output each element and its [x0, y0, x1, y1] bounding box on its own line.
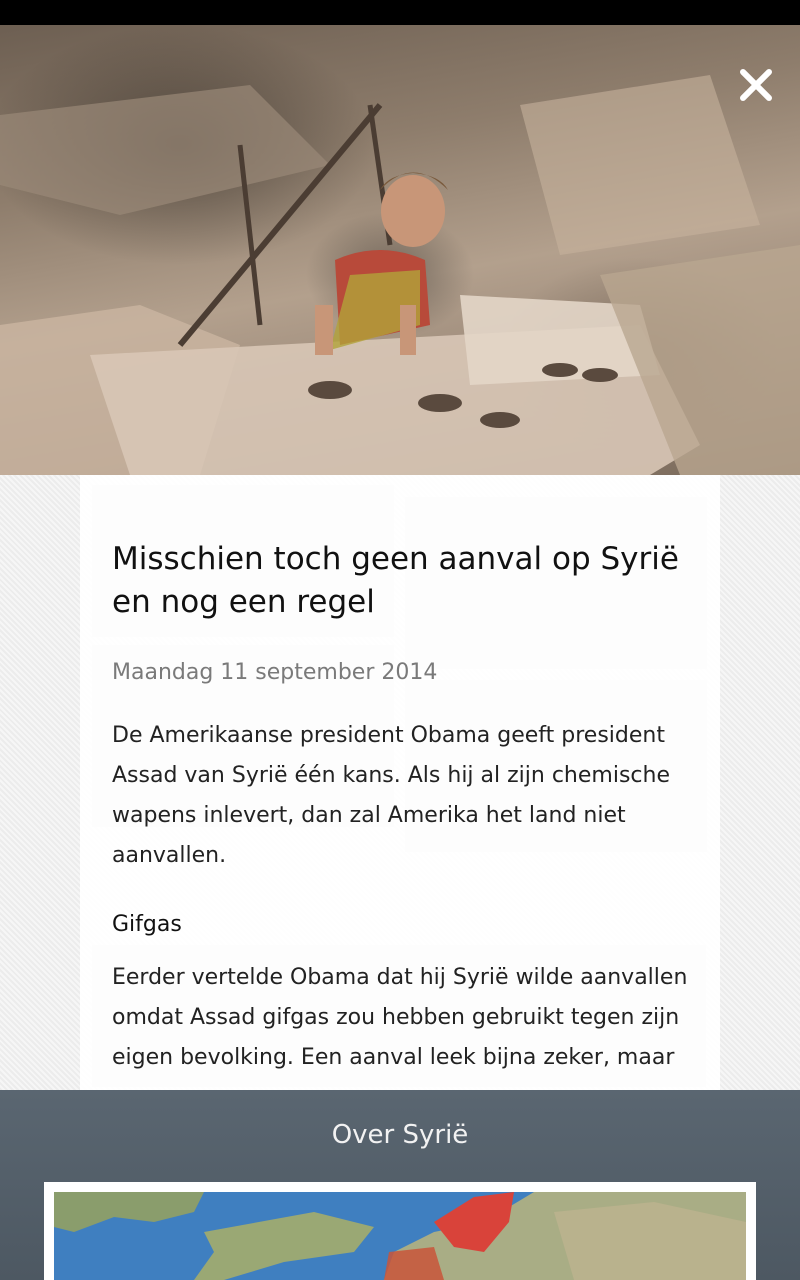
map-card[interactable]	[44, 1182, 756, 1280]
article-body: Eerder vertelde Obama dat hij Syrië wilde aanvallen omdat Assad gifgas zou hebben gebruikt tegen zijn eigen bevolking. Een aanval leek bijna zeker, maar	[112, 965, 688, 1070]
map-illustration	[54, 1192, 746, 1280]
close-icon	[738, 67, 774, 103]
article-overlay	[80, 475, 720, 1090]
article-title: Misschien toch geen aanval op Syrië en nog een regel	[112, 541, 679, 620]
close-button[interactable]	[738, 67, 784, 113]
article-subheading: Gifgas	[112, 912, 182, 937]
article-content	[80, 475, 720, 1118]
article-intro: De Amerikaanse president Obama geeft president Assad van Syrië één kans. Als hij al zijn chemische wapens inlevert, dan zal Amerika het land niet aanvallen.	[112, 723, 670, 868]
map-image	[54, 1192, 746, 1280]
related-panel[interactable]	[0, 1090, 800, 1280]
status-bar	[0, 0, 800, 25]
article-date: Maandag 11 september 2014	[112, 660, 438, 685]
rubble-illustration	[0, 25, 800, 475]
related-panel-title: Over Syrië	[331, 1120, 469, 1150]
hero-image	[0, 25, 800, 475]
